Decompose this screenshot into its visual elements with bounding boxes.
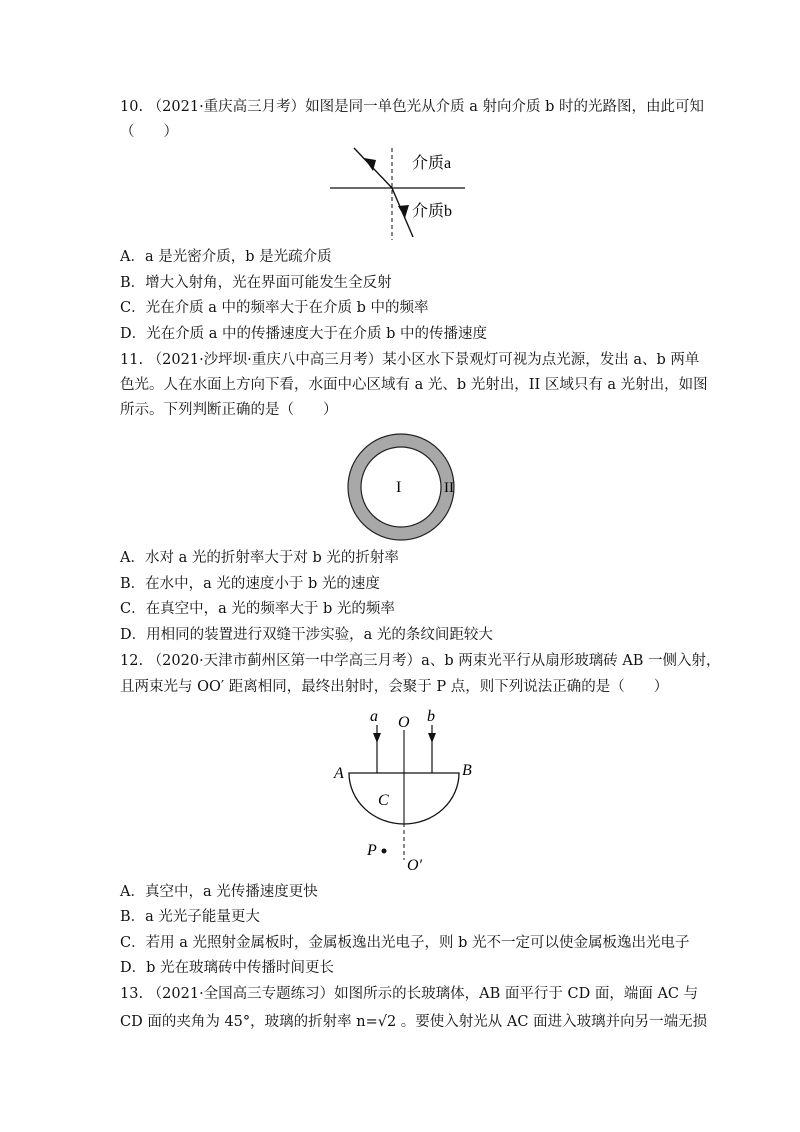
q10-option-b[interactable]: B．增大入射角，光在界面可能发生全反射 [120,275,392,291]
q12-option-b[interactable]: B．a 光光子能量更大 [120,909,260,925]
q12-option-a[interactable]: A．真空中，a 光传播速度更快 [120,884,318,900]
region-I-label: I [396,479,402,496]
q10-stem-line2: （ ） [120,124,178,140]
point-P-dot [382,849,387,854]
q10-option-a[interactable]: A．a 是光密介质，b 是光疏介质 [120,249,332,265]
q13-stem-line2: CD 面的夹角为 45°，玻璃的折射率 n=√2 。要使入射光从 AC 面进入玻璃并向另一端无损 [120,1014,708,1030]
label-medium-a: 介质a [412,155,452,172]
region-II-label: II [444,480,454,496]
q12-option-d[interactable]: D．b 光在玻璃砖中传播时间更长 [120,960,335,976]
q13-stem-line1: 13. （2021·全国高三专题练习）如图所示的长玻璃体，AB 面平行于 CD 面，端面 AC 与 [120,986,699,1002]
q12-stem-line2: 且两束光与 OO′ 距离相同，最终出射时，会聚于 P 点，则下列说法正确的是（ ） [120,679,669,695]
ray-b-label: b [427,708,435,725]
q11-stem-line2: 色光。人在水面上方向下看，水面中心区域有 a 光、b 光射出，II 区域只有 a 光射出，如图 [120,377,708,393]
q11-option-c[interactable]: C．在真空中，a 光的频率大于 b 光的频率 [120,601,395,617]
q11-option-a[interactable]: A．水对 a 光的折射率大于对 b 光的折射率 [120,550,399,566]
q12-option-c[interactable]: C．若用 a 光照射金属板时，金属板逸出光电子，则 b 光不一定可以使金属板逸出光电子 [120,935,690,951]
q11-ring-figure [338,432,468,544]
q10-stem-line1: 10. （2021·重庆高三月考）如图是同一单色光从介质 a 射向介质 b 时的光路图，由此可知 [120,99,705,115]
q11-stem-line1: 11. （2021·沙坪坝·重庆八中高三月考）某小区水下景观灯可视为点光源，发出 a、b 两单 [120,352,700,368]
point-A-label: A [334,765,344,782]
q10-option-d[interactable]: D．光在介质 a 中的传播速度大于在介质 b 中的传播速度 [120,326,487,342]
axis-O-prime-label: O′ [407,857,423,874]
ray-a-arrow-icon [373,733,381,743]
axis-O-label: O [398,714,410,731]
q12-semicircle-figure [325,705,485,875]
q12-stem-line1: 12. （2020·天津市蓟州区第一中学高三月考）a、b 两束光平行从扇形玻璃砖 AB 一侧入射， [120,653,721,669]
point-B-label: B [462,762,472,779]
q10-refraction-figure [320,140,490,245]
ray-b-arrow-icon [428,733,436,743]
point-P-label: P [367,842,377,859]
q11-option-b[interactable]: B．在水中，a 光的速度小于 b 光的速度 [120,576,380,592]
ray-a-label: a [370,708,378,725]
label-medium-b: 介质b [412,203,453,220]
q11-option-d[interactable]: D．用相同的装置进行双缝干涉实验，a 光的条纹间距较大 [120,627,493,643]
point-C-label: C [378,792,389,809]
q10-option-c[interactable]: C．光在介质 a 中的频率大于在介质 b 中的频率 [120,300,429,316]
q11-stem-line3: 所示。下列判断正确的是（ ） [120,402,338,418]
